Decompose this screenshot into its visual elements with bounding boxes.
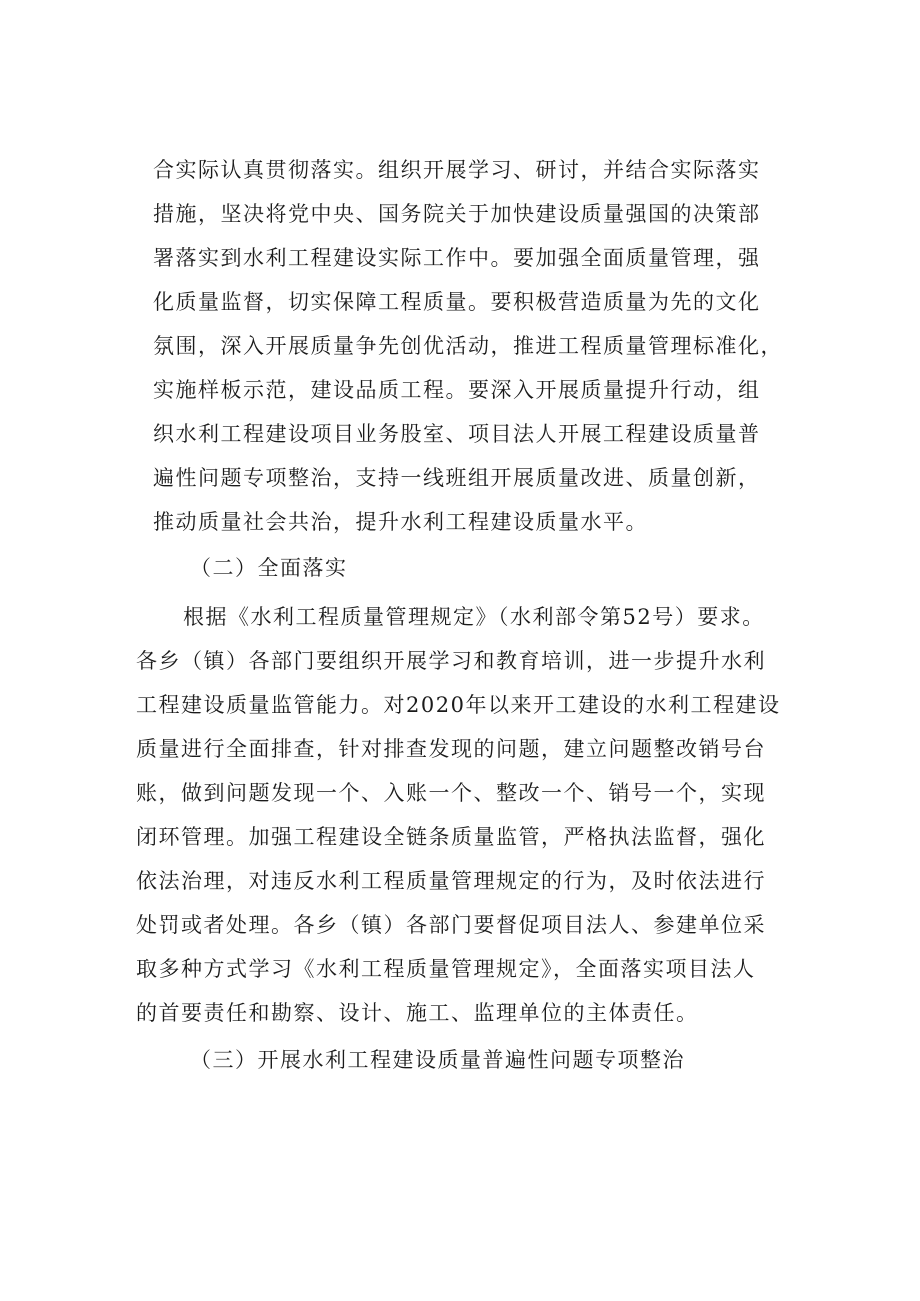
section-heading-2: （二）全面落实: [190, 556, 348, 580]
section-heading-3: （三）开展水利工程建设质量普遍性问题专项整治: [190, 1048, 685, 1072]
paragraph-2-line-3: 工程建设质量监管能力。对2020年以来开工建设的水利工程建设: [136, 693, 781, 717]
paragraph-2-line-5: 账，做到问题发现一个、入账一个、整改一个、销号一个，实现: [136, 781, 766, 805]
paragraph-2-line-4: 质量进行全面排查，针对排查发现的问题，建立问题整改销号台: [136, 737, 766, 761]
paragraph-1-line-7: 织水利工程建设项目业务股室、项目法人开展工程建设质量普: [153, 422, 761, 446]
paragraph-1-line-6: 实施样板示范，建设品质工程。要深入开展质量提升行动，组: [153, 378, 761, 402]
paragraph-2-line-7: 依法治理，对违反水利工程质量管理规定的行为，及时依法进行: [136, 869, 766, 893]
paragraph-2-line-6: 闭环管理。加强工程建设全链条质量监管，严格执法监督，强化: [136, 825, 766, 849]
paragraph-1-line-4: 化质量监督，切实保障工程质量。要积极营造质量为先的文化: [153, 290, 761, 314]
paragraph-1-line-2: 措施，坚决将党中央、国务院关于加快建设质量强国的决策部: [153, 202, 761, 226]
paragraph-2-line-2: 各乡（镇）各部门要组织开展学习和教育培训，进一步提升水利: [136, 649, 766, 673]
paragraph-2-line-1: 根据《水利工程质量管理规定》（水利部令第52号）要求。: [183, 605, 765, 629]
paragraph-1-line-3: 署落实到水利工程建设实际工作中。要加强全面质量管理，强: [153, 246, 761, 270]
paragraph-1-line-8: 遍性问题专项整治，支持一线班组开展质量改进、质量创新，: [153, 466, 761, 490]
paragraph-1-line-9: 推动质量社会共治，提升水利工程建设质量水平。: [153, 510, 648, 534]
paragraph-1-line-5: 氛围，深入开展质量争先创优活动，推进工程质量管理标准化，: [153, 334, 783, 358]
paragraph-1-line-1: 合实际认真贯彻落实。组织开展学习、研讨，并结合实际落实: [153, 158, 761, 182]
paragraph-2-line-10: 的首要责任和勘察、设计、施工、监理单位的主体责任。: [136, 1001, 699, 1025]
paragraph-2-line-9: 取多种方式学习《水利工程质量管理规定》，全面落实项目法人: [136, 957, 756, 981]
paragraph-2-line-8: 处罚或者处理。各乡（镇）各部门要督促项目法人、参建单位采: [136, 913, 766, 937]
